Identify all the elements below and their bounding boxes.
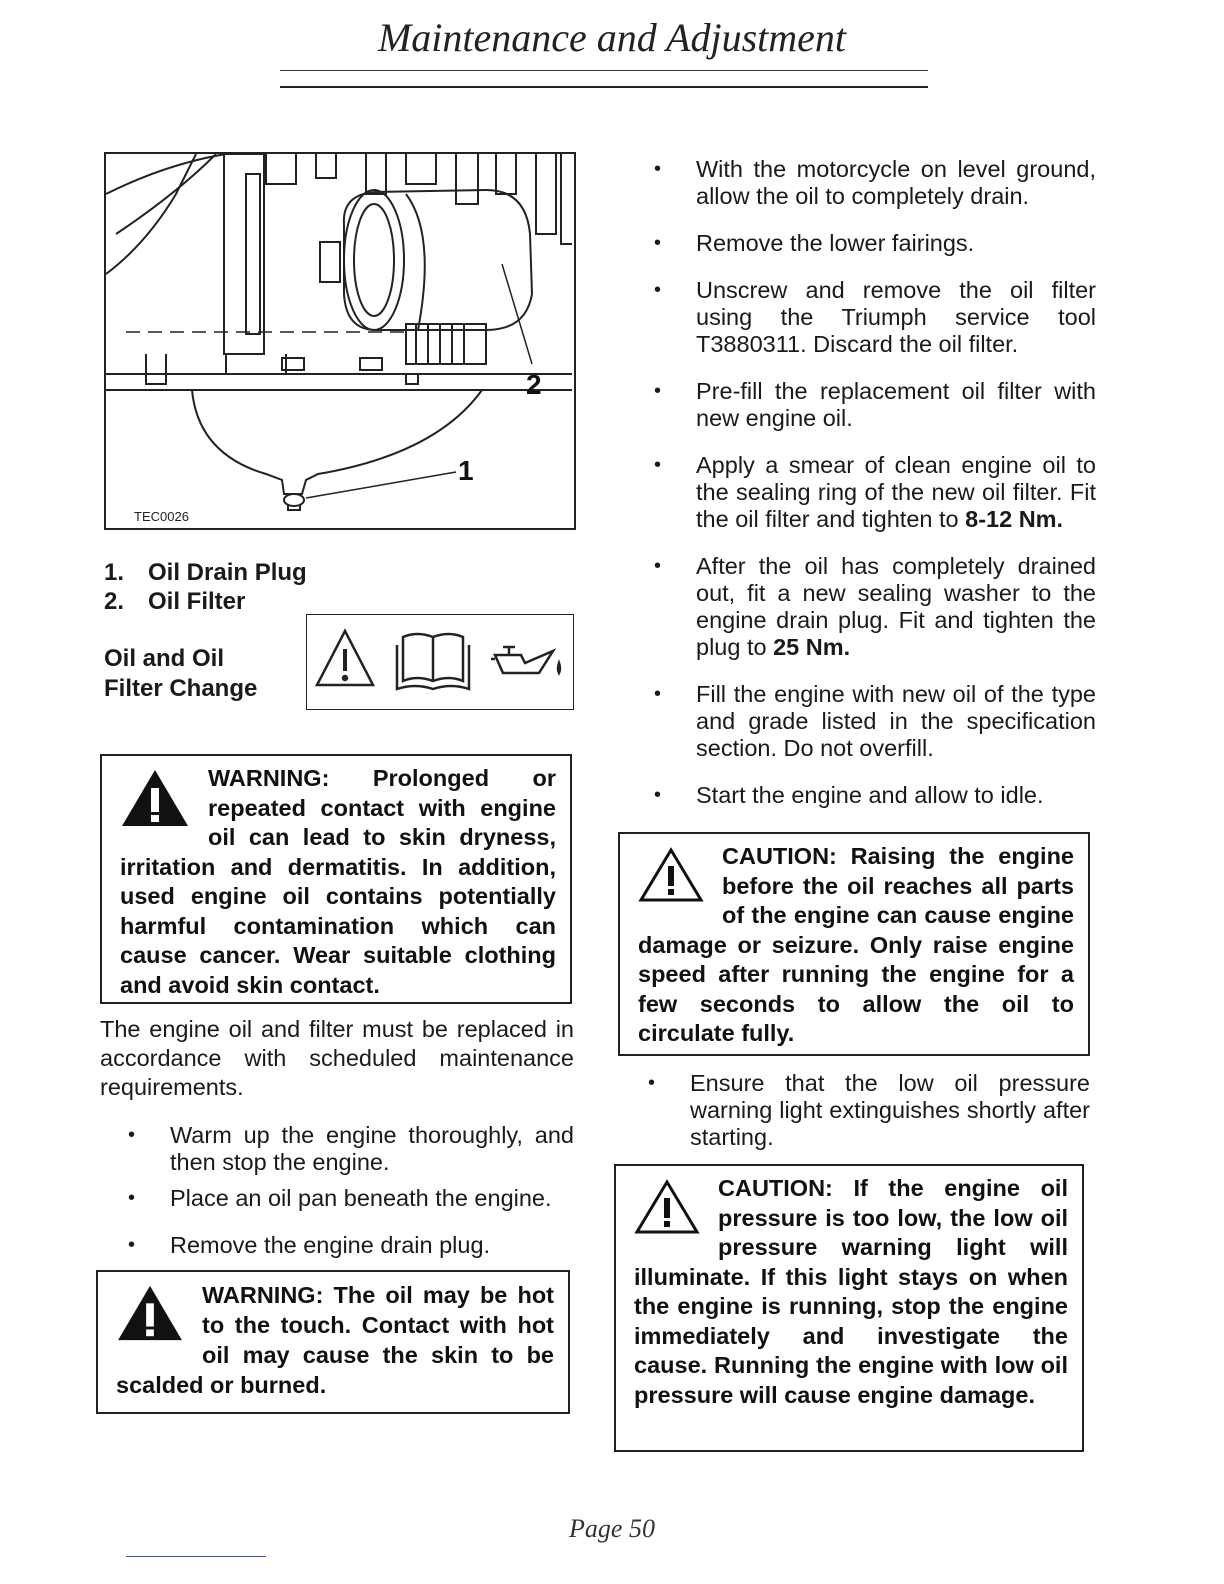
engine-oil-diagram — [104, 152, 576, 530]
torque-value: 8-12 Nm. — [965, 506, 1064, 532]
torque-value: 25 Nm. — [773, 634, 851, 660]
list-item: • Start the engine and allow to idle. — [696, 782, 1096, 809]
caution-text: CAUTION: Raising the engine before the oil reaches all parts of the engine can cause engine damage or seizure. Only raise engine speed after running the engine for a few seconds to allow the oil to circulate fully. — [638, 843, 1074, 1046]
list-item: • Unscrew and remove the oil filter using the Triumph service tool T3880311. Discard the oil filter. — [696, 277, 1096, 358]
legend-item — [104, 587, 307, 616]
title-rule-thick — [280, 86, 928, 88]
warning-box-skin-contact — [100, 754, 572, 1004]
title-rule-thin — [280, 70, 928, 71]
section-heading — [104, 644, 294, 704]
symbol-box — [306, 614, 574, 710]
section-heading-line-1: Oil and Oil — [104, 645, 225, 672]
warning-triangle-icon — [317, 631, 373, 685]
list-item: • After the oil has completely drained out, fit a new sealing washer to the engine drain plug. Fit and tighten the plug to 25 Nm. — [696, 553, 1096, 661]
list-item: • Remove the lower fairings. — [696, 230, 1096, 257]
warning-box-hot-oil — [96, 1270, 570, 1414]
footer-link-line — [126, 1556, 266, 1557]
page-number: Page 50 — [569, 1514, 655, 1543]
legend-number: 2. — [104, 588, 125, 615]
intro-paragraph: The engine oil and filter must be replaced in accordance with scheduled maintenance requirements. — [100, 1016, 574, 1100]
list-item: • Fill the engine with new oil of the type and grade listed in the specification section. Do not overfill. — [696, 681, 1096, 762]
procedure-steps-left — [170, 1122, 574, 1259]
section-heading-line-2: Filter Change — [104, 675, 258, 702]
figure-code: TEC0026 — [134, 509, 189, 524]
list-item: • Pre-fill the replacement oil filter with new engine oil. — [696, 378, 1096, 432]
caution-box-engine-speed — [618, 832, 1090, 1056]
list-item: • Place an oil pan beneath the engine. — [170, 1185, 574, 1212]
callout-1: 1 — [458, 455, 474, 486]
legend-item — [104, 558, 307, 587]
list-item: • Ensure that the low oil pressure warning light extinguishes shortly after starting. — [690, 1070, 1090, 1151]
warning-triangle-icon — [120, 768, 190, 828]
callout-2: 2 — [526, 369, 542, 400]
warning-text: WARNING: Prolonged or repeated contact with engine oil can lead to skin dryness, irritation and dermatitis. In addition, used engine oil contains potentially harmful contamination which can cause cancer. Wear suitable clothing and avoid skin contact. — [120, 765, 556, 998]
legend-label: Oil Drain Plug — [148, 559, 307, 586]
list-item: • Apply a smear of clean engine oil to the sealing ring of the new oil filter. Fit the oil filter and tighten to 8-12 Nm. — [696, 452, 1096, 533]
caution-box-oil-pressure — [614, 1164, 1084, 1452]
list-item: • Remove the engine drain plug. — [170, 1232, 574, 1259]
procedure-steps-right — [696, 156, 1096, 809]
warning-triangle-icon — [116, 1284, 184, 1342]
engine-sump-illustration — [106, 154, 574, 528]
list-item: • Warm up the engine thoroughly, and then stop the engine. — [170, 1122, 574, 1176]
page-title: Maintenance and Adjustment — [377, 15, 847, 60]
warning-text: WARNING: The oil may be hot to the touch. Contact with hot oil may cause the skin to be scalded or burned. — [116, 1282, 554, 1398]
legend-number: 1. — [104, 559, 125, 586]
caution-triangle-icon — [638, 846, 704, 902]
list-item: • With the motorcycle on level ground, allow the oil to completely drain. — [696, 156, 1096, 210]
caution-triangle-icon — [634, 1178, 700, 1234]
procedure-steps-right-2 — [690, 1070, 1090, 1151]
caution-text: CAUTION: If the engine oil pressure is too low, the low oil pressure warning light will illuminate. If this light stays on when the engine is running, stop the engine immediately and investigate the cause. Running the engine with low oil pressure will cause engine damage. — [634, 1175, 1068, 1408]
legend-label: Oil Filter — [148, 588, 246, 615]
figure-legend — [104, 558, 307, 616]
book-icon — [397, 634, 469, 689]
oil-can-icon — [491, 647, 560, 673]
